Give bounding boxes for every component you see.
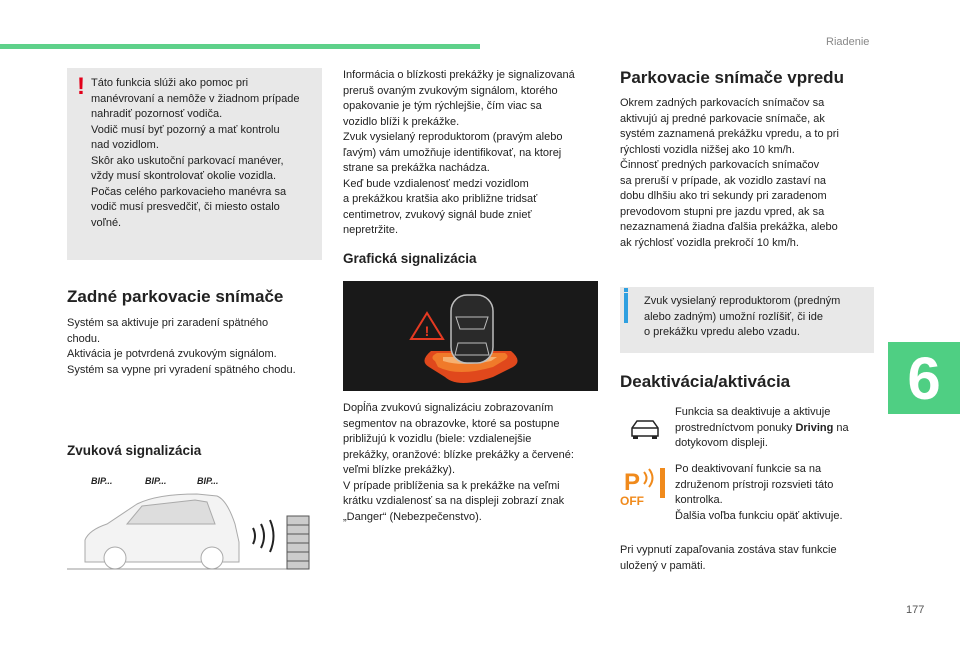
info-icon xyxy=(624,288,628,292)
graphic-signal-text: Dopĺňa zvukovú signalizáciu zobrazovaním segmentov na obrazovke, ktoré sa postupne približujú k vozidlu (biele: vzdialenejšie prekážky, oranžové: blízke prekážky a červené: veľmi blízke prekážky). V prípade priblíženia sa k prekážke na veľmi krátku vzdialenosť sa na displeji zobrazí znak „Danger“ (Nebezpečenstvo). xyxy=(343,402,574,523)
car-topview-illustration xyxy=(343,281,598,391)
warning-icon: ! xyxy=(77,73,85,100)
off-label: OFF xyxy=(620,494,644,508)
beep-label: BIP... xyxy=(197,476,219,486)
deactivation-item1 xyxy=(675,405,875,452)
warning-box xyxy=(67,68,322,260)
svg-text:P: P xyxy=(624,469,641,496)
deactivation-footer: Pri vypnutí zapaľovania zostáva stav funkcie uložený v pamäti. xyxy=(620,544,837,572)
info-icon-bar xyxy=(624,293,628,323)
svg-text:!: ! xyxy=(424,323,430,339)
graphic-signal-title: Grafická signalizácia xyxy=(343,251,477,266)
warning-text: Táto funkcia slúži ako pomoc pri manévrovaní a nemôže v žiadnom prípade nahradiť pozornosť vodiča. Vodič musí byť pozorný a mať kontrolu nad vozidlom. Skôr ako uskutoční parkovací manéver, vždy musí skontrolovať okolie vozidla. Počas celého parkovacieho manévra sa vodič musí presvedčiť, či miesto ostalo voľné. xyxy=(91,77,300,229)
beep-label: BIP... xyxy=(91,476,113,486)
beep-label: BIP... xyxy=(145,476,167,486)
rear-sensors-text: Systém sa aktivuje pri zaradení spätného chodu. Aktivácia je potvrdená zvukovým signálom. Systém sa vypne pri vyradení spätného chodu. xyxy=(67,317,296,376)
car-rear-illustration xyxy=(67,472,322,572)
parking-display xyxy=(343,281,598,391)
driving-menu-label: Driving xyxy=(795,421,834,434)
deactivation-item1-pre: Funkcia sa deaktivuje a aktivuje prostredníctvom ponuky xyxy=(675,406,831,434)
deactivation-title: Deaktivácia/aktivácia xyxy=(620,372,791,391)
info-text: Zvuk vysielaný reproduktorom (predným alebo zadným) umožní rozlíšiť, či ide o prekážku vpredu alebo vzadu. xyxy=(644,295,841,338)
audio-signal-title: Zvuková signalizácia xyxy=(67,443,202,458)
deactivation-item1-post: na dotykovom displeji. xyxy=(675,421,849,449)
rear-sensors-title: Zadné parkovacie snímače xyxy=(67,287,284,306)
front-sensors-title: Parkovacie snímače vpredu xyxy=(620,68,844,87)
deactivation-item2: Po deaktivovaní funkcie sa na združenom prístroji rozsvieti táto kontrolka. Ďalšia voľba funkciu opäť aktivuje. xyxy=(675,463,843,522)
audio-illustration xyxy=(67,472,322,572)
front-sensors-text: Okrem zadných parkovacích snímačov sa aktivujú aj predné parkovacie snímače, ak systém zaznamená prekážku vpredu, a to pri rýchlosti vozidla nižšej ako 10 km/h. Činnosť predných parkovacích snímačov sa preruší v prípade, ak vozidlo zastaví na dobu dlhšiu ako tri sekundy pri zaradenom prevodovom stupni pre jazdu vpred, ak sa nezaznamená žiadna ďalšia prekážka, alebo ak rýchlosť vozidla prekročí 10 km/h. xyxy=(620,97,839,249)
page-number: 177 xyxy=(906,604,925,616)
chapter-title: Riadenie xyxy=(826,36,870,48)
info-box xyxy=(620,287,874,353)
chapter-tab: 6 xyxy=(888,342,960,414)
top-accent-bar xyxy=(0,44,480,49)
middle-text: Informácia o blízkosti prekážky je signalizovaná preruš ovaným zvukovým signálom, ktorého opakovanie je tým rýchlejšie, čím viac sa vozidlo blíži k prekážke. Zvuk vysielaný reproduktorom (pravým alebo ľavým) vám umožňuje identifikovať, na ktorej strane sa prekážka nachádza. Keď bude vzdialenosť medzi vozidlom a prekážkou kratšia ako približne tridsať centimetrov, zvukový signál bude znieť nepretržite. xyxy=(343,69,575,236)
car-menu-icon xyxy=(628,418,662,440)
